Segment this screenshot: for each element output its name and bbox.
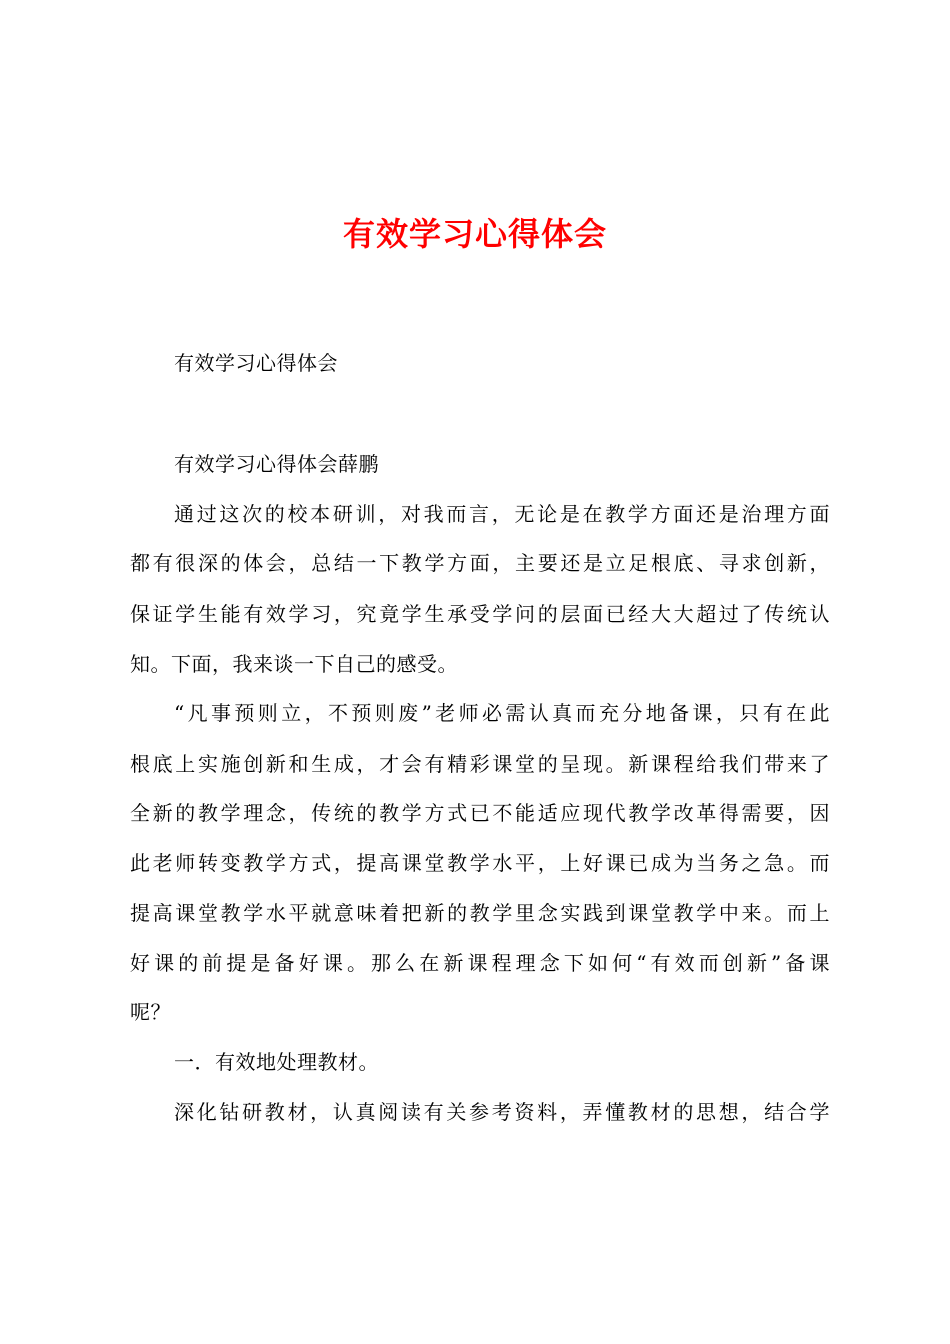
paragraph-line: 通过这次的校本研训，对我而言，无论是在教学方面还是治理方面 [174,502,830,526]
paragraph-line: 都有很深的体会，总结一下教学方面，主要还是立足根底、寻求创新， [130,551,830,575]
document-subtitle: 有效学习心得体会 [174,351,338,375]
paragraph-line: 保证学生能有效学习，究竟学生承受学问的层面已经大大超过了传统认 [130,602,830,626]
section-heading: 一．有效地处理教材。 [174,1050,379,1074]
author-line: 有效学习心得体会薛鹏 [174,452,379,476]
paragraph-line: 呢？ [130,1000,171,1024]
paragraph-line: 此老师转变教学方式，提高课堂教学水平，上好课已成为当务之急。而 [130,851,830,875]
paragraph-line: 知。下面，我来谈一下自己的感受。 [130,652,458,676]
paragraph-line: 好课的前提是备好课。那么在新课程理念下如何“有效而创新”备课 [130,951,830,975]
paragraph-line: “凡事预则立，不预则废”老师必需认真而充分地备课，只有在此 [174,701,830,725]
paragraph-line: 提高课堂教学水平就意味着把新的教学里念实践到课堂教学中来。而上 [130,901,830,925]
document-title: 有效学习心得体会 [342,215,607,253]
paragraph-line: 全新的教学理念，传统的教学方式已不能适应现代教学改革得需要，因 [130,801,830,825]
paragraph-line: 深化钻研教材，认真阅读有关参考资料，弄懂教材的思想，结合学 [174,1100,830,1124]
paragraph-line: 根底上实施创新和生成，才会有精彩课堂的呈现。新课程给我们带来了 [130,752,830,776]
